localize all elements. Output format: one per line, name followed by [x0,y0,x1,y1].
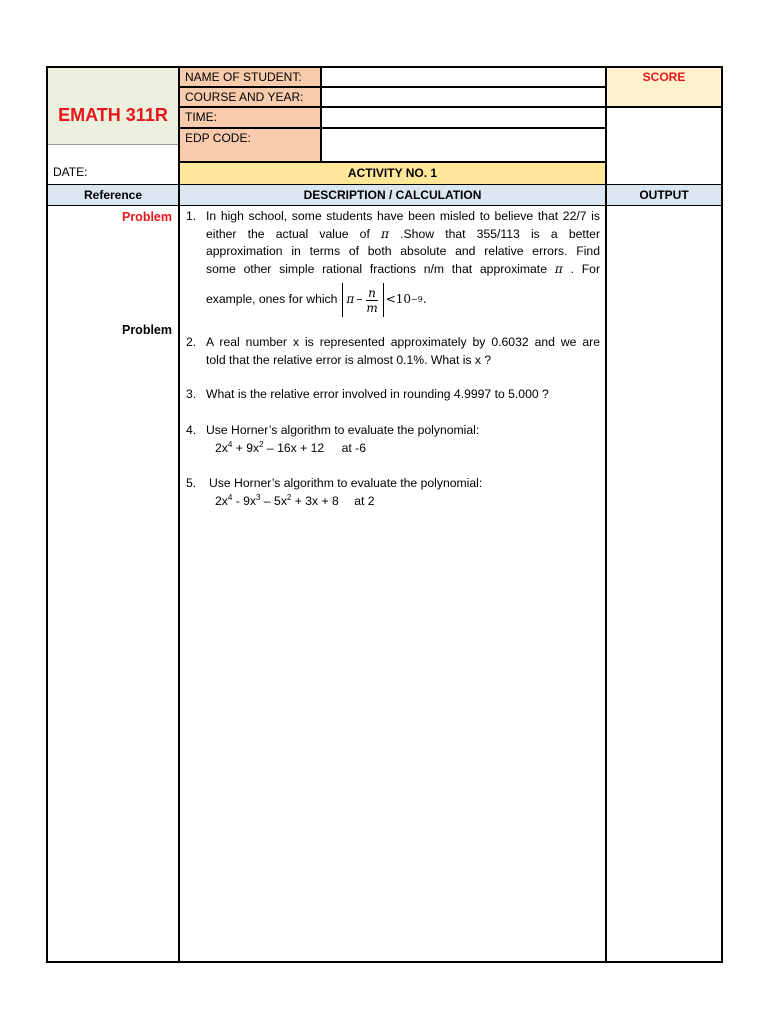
column-header-output: OUTPUT [607,185,721,205]
problem-item [186,422,600,457]
pi-symbol: π [346,292,355,307]
edp-code-label: EDP CODE: [185,131,251,145]
score-label: SCORE [642,70,686,84]
output-answer-area[interactable] [607,206,721,961]
exponent: 2 [259,439,264,449]
problem-item [186,386,600,404]
problem-number: 1. [186,209,197,223]
problem-text: In high school, some students have been misled to believe that 22/7 is [206,209,600,223]
course-and-year-field[interactable] [322,88,605,106]
exponent: 4 [227,492,233,502]
problem-text: either the actual value of [206,226,370,241]
fraction [364,286,379,315]
edp-code-field[interactable] [322,130,605,161]
problem-text: approximation in terms of both absolute and relative errors. Find [206,244,600,258]
polynomial-term: 2x [215,493,228,508]
evaluation-point: at -6 [341,440,366,455]
polynomial [215,493,600,511]
problem-text: example, ones for which [206,292,338,307]
polynomial-term: – 5x [260,493,287,508]
course-and-year-label: COURSE AND YEAR: [185,90,304,104]
period: . [422,292,427,307]
column-header-description: DESCRIPTION / CALCULATION [180,185,605,205]
score-field[interactable] [607,108,721,184]
problem-text [206,226,600,244]
problem-text: Use Horner’s algorithm to evaluate the polynomial: [209,476,483,490]
polynomial [215,440,600,458]
date-label: DATE: [53,165,88,179]
error-bound-formula: π – n m <10 −9 . [342,283,426,317]
problem-number: 3. [186,387,197,401]
reference-problem-label: Problem [121,210,172,224]
divider [180,106,605,108]
problem-number: 2. [186,335,197,349]
time-field[interactable] [322,109,605,127]
column-header-reference: Reference [48,185,178,205]
exponent: 3 [256,492,261,502]
polynomial-term: – 16x + 12 [263,440,325,455]
exponent: 4 [227,439,233,449]
inequality: <10 [385,292,412,307]
minus-sign: – [356,292,363,307]
problem-text: A real number x is represented approximately by 0.6032 and we are [206,335,600,349]
description-answer-area[interactable] [180,520,605,961]
problem-text: some other simple rational fractions n/m that approximate [206,261,547,276]
reference-problem-label: Problem [121,323,172,337]
name-of-student-field[interactable] [322,68,605,86]
problem-text: Use Horner’s algorithm to evaluate the polynomial: [206,423,480,437]
problem-number: 4. [186,423,197,437]
time-label: TIME: [185,110,217,124]
problem-text: . For [570,261,601,276]
problem-text: told that the relative error is almost 0.1%. What is x ? [206,352,492,367]
denominator: m [366,300,378,315]
polynomial-term: - 9x [232,493,257,508]
divider [180,86,605,88]
problem-item [186,208,600,318]
absolute-bar [342,283,343,317]
problem-item [186,334,600,369]
evaluation-point: at 2 [354,493,375,508]
problem-text: .Show that 355/113 is a better [400,226,601,241]
exponent: 2 [286,492,292,502]
problem-text: What is the relative error involved in rounding 4.9997 to 5.000 ? [206,387,549,401]
course-code: EMATH 311R [58,105,168,125]
problem-item [186,475,600,510]
pi-symbol: π [554,261,563,276]
pi-symbol: π [381,226,390,241]
problem-number: 5. [186,476,197,490]
divider [320,66,322,163]
name-of-student-label: NAME OF STUDENT: [185,70,302,84]
problem-text [206,261,600,279]
polynomial-term: 2x [215,440,228,455]
numerator: n [368,285,376,300]
polynomial-term: + 9x [232,440,260,455]
divider [180,127,605,129]
polynomial-term: + 3x + 8 [291,493,339,508]
absolute-bar [383,283,384,317]
activity-title: ACTIVITY NO. 1 [180,163,605,184]
